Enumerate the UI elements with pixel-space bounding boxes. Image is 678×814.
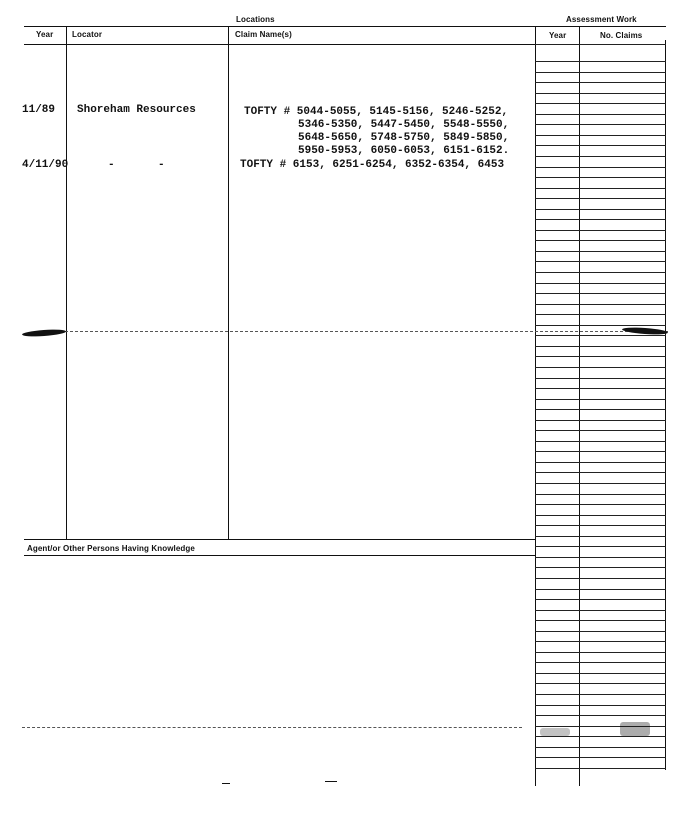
assessment-grid-rule: [535, 462, 666, 463]
assessment-grid-rule: [535, 93, 666, 94]
assessment-grid-rule: [535, 662, 666, 663]
fold-line-lower: [22, 727, 522, 728]
column-header-locator: Locator: [72, 30, 103, 39]
bottom-mark-1: [222, 783, 230, 784]
assessment-grid-rule: [535, 631, 666, 632]
assessment-grid-rule: [535, 451, 666, 452]
locations-bottom-rule: [24, 539, 536, 540]
assessment-grid-rule: [535, 251, 666, 252]
agent-heading: Agent/or Other Persons Having Knowledge: [27, 544, 195, 553]
assessment-grid-rule: [535, 715, 666, 716]
entry-2-claims-line-1: TOFTY # 6153, 6251-6254, 6352-6354, 6453: [240, 159, 505, 171]
assessment-work-heading: Assessment Work: [566, 15, 637, 24]
assessment-grid-rule: [535, 525, 666, 526]
assessment-grid-rule: [535, 367, 666, 368]
assessment-grid-rule: [535, 145, 666, 146]
assessment-grid-rule: [535, 652, 666, 653]
locations-heading: Locations: [236, 15, 275, 24]
assessment-grid-rule: [535, 567, 666, 568]
aw-year-claims-divider: [579, 26, 580, 786]
header-top-rule: [24, 26, 666, 27]
entry-1-claims-line-1: TOFTY # 5044-5055, 5145-5156, 5246-5252,: [244, 106, 509, 118]
entry-1-claims-line-2: 5346-5350, 5447-5450, 5548-5550,: [298, 119, 510, 131]
assessment-grid-rule: [535, 188, 666, 189]
fold-smudge-left: [22, 328, 66, 337]
assessment-grid-rule: [535, 72, 666, 73]
assessment-grid-rule: [535, 399, 666, 400]
assessment-grid-rule: [535, 356, 666, 357]
assessment-grid-rule: [535, 483, 666, 484]
header-bottom-rule: [24, 44, 536, 45]
assessment-grid-rule: [535, 589, 666, 590]
assessment-grid-rule: [535, 504, 666, 505]
locator-claims-divider: [228, 26, 229, 540]
agent-heading-rule: [24, 555, 536, 556]
column-header-year: Year: [36, 30, 54, 39]
assessment-grid-rule: [535, 346, 666, 347]
assessment-grid-rule: [535, 599, 666, 600]
entry-2-year: 4/11/90: [22, 159, 69, 171]
assessment-grid-rule: [535, 378, 666, 379]
assessment-grid-rule: [535, 546, 666, 547]
assessment-grid-rule: [535, 757, 666, 758]
assessment-grid-rule: [535, 44, 666, 45]
assessment-grid-rule: [535, 536, 666, 537]
assessment-grid-rule: [535, 388, 666, 389]
entry-2-locator-extra: -: [158, 159, 165, 171]
entry-1-locator: Shoreham Resources: [77, 104, 196, 116]
assessment-grid-rule: [535, 82, 666, 83]
assessment-grid-rule: [535, 261, 666, 262]
assessment-grid-rule: [535, 620, 666, 621]
assessment-grid-rule: [535, 430, 666, 431]
assessment-grid-rule: [535, 219, 666, 220]
assessment-grid-rule: [535, 272, 666, 273]
assessment-grid-rule: [535, 736, 666, 737]
entry-1-claims-line-3: 5648-5650, 5748-5750, 5849-5850,: [298, 132, 510, 144]
assessment-grid-rule: [535, 683, 666, 684]
assessment-grid-rule: [535, 420, 666, 421]
assessment-grid-rule: [535, 441, 666, 442]
assessment-grid-rule: [535, 641, 666, 642]
assessment-grid-rule: [535, 114, 666, 115]
assessment-grid-rule: [535, 283, 666, 284]
assessment-grid-rule: [535, 124, 666, 125]
assessment-grid-rule: [535, 135, 666, 136]
assessment-grid-rule: [535, 694, 666, 695]
assessment-grid-rule: [535, 230, 666, 231]
aw-right-edge: [665, 40, 666, 770]
scan-noise-aw-2: [540, 728, 570, 736]
column-header-claim-names: Claim Name(s): [235, 30, 292, 39]
assessment-grid-rule: [535, 240, 666, 241]
assessment-grid-rule: [535, 209, 666, 210]
assessment-grid-rule: [535, 198, 666, 199]
assessment-grid-rule: [535, 304, 666, 305]
assessment-grid-rule: [535, 156, 666, 157]
assessment-grid-rule: [535, 515, 666, 516]
year-locator-divider: [66, 26, 67, 540]
assessment-grid-rule: [535, 610, 666, 611]
assessment-grid-rule: [535, 103, 666, 104]
assessment-grid-rule: [535, 335, 666, 336]
column-header-no-claims: No. Claims: [600, 31, 643, 40]
assessment-grid-rule: [535, 314, 666, 315]
claims-assessment-divider: [535, 26, 536, 786]
assessment-grid-rule: [535, 177, 666, 178]
entry-1-year: 11/89: [22, 104, 56, 116]
entry-1-claims-line-4: 5950-5953, 6050-6053, 6151-6152.: [298, 145, 510, 157]
assessment-grid-rule: [535, 409, 666, 410]
fold-line-upper: [60, 331, 668, 332]
assessment-grid-rule: [535, 167, 666, 168]
assessment-grid-rule: [535, 293, 666, 294]
assessment-grid-rule: [535, 557, 666, 558]
assessment-grid-rule: [535, 705, 666, 706]
assessment-grid-rule: [535, 325, 666, 326]
scan-noise-aw: [620, 722, 650, 736]
column-header-aw-year: Year: [549, 31, 567, 40]
assessment-grid-rule: [535, 578, 666, 579]
assessment-grid-rule: [535, 747, 666, 748]
assessment-grid-rule: [535, 61, 666, 62]
entry-2-locator: -: [108, 159, 115, 171]
assessment-grid-rule: [535, 472, 666, 473]
assessment-grid-rule: [535, 494, 666, 495]
assessment-grid-rule: [535, 768, 666, 769]
bottom-mark-2: [325, 781, 337, 782]
assessment-grid-rule: [535, 673, 666, 674]
